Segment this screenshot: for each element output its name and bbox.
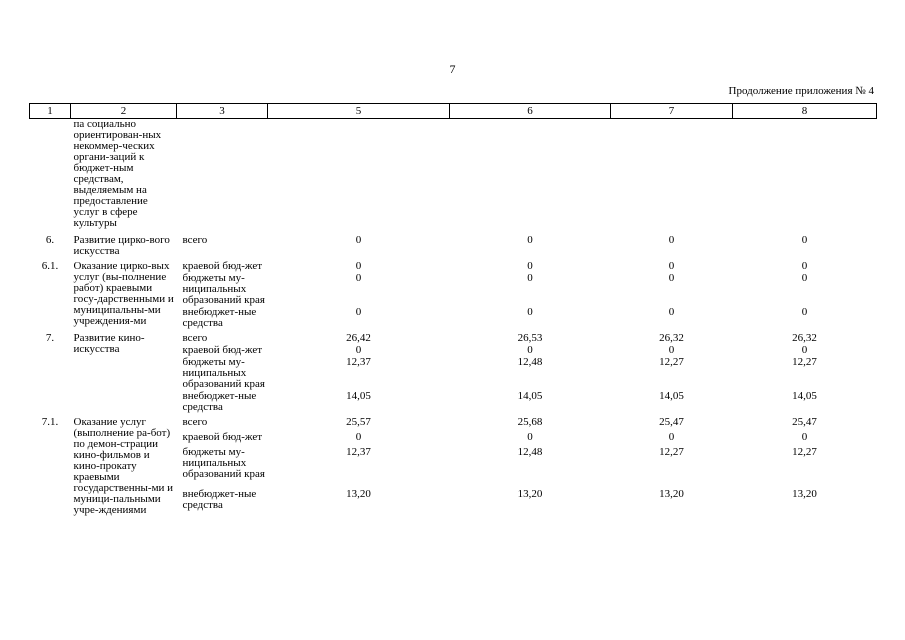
appendix-caption: Продолжение приложения № 4 [728, 85, 874, 97]
value-col6: 0 [527, 272, 533, 284]
value-col5: 12,37 [346, 446, 371, 459]
value-col7 [611, 119, 733, 232]
row-title: Оказание цирко-вых услуг (вы-полнение работ) краевыми госу-дарственными и муниципальны-ми учреждения-ми [73, 260, 174, 327]
value-col7: 0 [668, 272, 675, 284]
funding-source: внебюджет-ные средства [182, 390, 257, 413]
funding-source: всего [182, 234, 208, 246]
value-col5: 14,05 [346, 390, 371, 402]
value-col8: 12,27 [792, 446, 817, 459]
value-col7: 0 [668, 234, 675, 246]
value-col5: 12,37 [346, 356, 371, 368]
value-col8: 0 [801, 431, 808, 444]
funding-source: бюджеты му-ниципальных образований края [182, 356, 265, 390]
value-col8: 0 [801, 306, 808, 318]
value-col6: 0 [527, 431, 533, 444]
funding-source: бюджеты му-ниципальных образований края [182, 446, 265, 481]
value-col6: 13,20 [517, 487, 543, 500]
value-col6: 0 [527, 306, 533, 318]
header-row [30, 104, 877, 119]
col-header-8: 8 [733, 104, 877, 119]
row-number: 6.1. [41, 260, 59, 272]
value-col5: 0 [355, 306, 362, 318]
row-title: Развитие цирко-вого искусства [73, 234, 170, 257]
value-col7: 26,32 [659, 332, 684, 344]
value-col7: 14,05 [659, 390, 684, 402]
value-col8 [733, 119, 877, 232]
value-col8: 0 [801, 272, 808, 284]
col-header-5: 5 [268, 104, 450, 119]
funding-source: всего [182, 416, 208, 428]
value-col8: 0 [801, 344, 808, 356]
table-row [30, 231, 877, 257]
funding-source: бюджеты му-ниципальных образований края [182, 272, 265, 306]
col-header-2: 2 [71, 104, 177, 119]
funding-source: краевой бюд-жет [182, 431, 263, 444]
value-col7: 0 [668, 260, 675, 272]
funding-source: внебюджет-ные средства [182, 487, 257, 511]
value-col8: 25,47 [792, 416, 817, 428]
funding-source: краевой бюд-жет [182, 344, 263, 356]
row-number: 7. [45, 332, 55, 344]
value-col8: 0 [801, 234, 808, 246]
value-col7: 12,27 [659, 356, 684, 368]
budget-table [29, 103, 877, 516]
value-col6: 0 [527, 260, 533, 272]
value-col5: 0 [355, 272, 362, 284]
col-header-3: 3 [177, 104, 268, 119]
page-number: 7 [449, 62, 456, 76]
row-title: Оказание услуг (выполнение ра-бот) по демон-страции кино-фильмов и кино-прокату краевыми государственны-ми и муници-пальными учре-ждениями [73, 416, 174, 516]
value-col6: 26,53 [517, 332, 543, 344]
value-col6: 12,48 [517, 446, 543, 459]
value-col5: 0 [355, 431, 362, 444]
col-header-6: 6 [450, 104, 611, 119]
value-col8: 12,27 [792, 356, 817, 368]
col-header-1: 1 [30, 104, 71, 119]
table-row [30, 257, 877, 272]
value-col6: 0 [527, 344, 533, 356]
value-col5 [268, 119, 450, 232]
row-number: 6. [45, 234, 55, 246]
value-col8: 13,20 [792, 487, 817, 500]
value-col5: 13,20 [346, 487, 371, 500]
value-col6: 25,68 [517, 416, 543, 428]
row-number [30, 119, 71, 232]
value-col5: 25,57 [346, 416, 371, 428]
value-col7: 25,47 [659, 416, 684, 428]
value-col5: 0 [355, 344, 362, 356]
value-col7: 0 [668, 344, 675, 356]
table-row [30, 413, 877, 431]
value-col6: 12,48 [517, 356, 543, 368]
row-title: па социально ориентирован-ных некоммер-ческих органи-заций к бюджет-ным средствам, выделяемым на предоставление услуг в сфере культуры [73, 118, 162, 229]
value-col7: 13,20 [659, 487, 684, 500]
value-col5: 0 [355, 260, 362, 272]
value-col6: 0 [527, 234, 533, 246]
value-col8: 14,05 [792, 390, 817, 402]
value-col7: 0 [668, 306, 675, 318]
funding-source [177, 119, 268, 232]
value-col6: 14,05 [517, 390, 543, 402]
value-col8: 26,32 [792, 332, 817, 344]
funding-source: всего [182, 332, 208, 344]
row-title: Развитие кино-искусства [73, 332, 145, 355]
funding-source: внебюджет-ные средства [182, 306, 257, 329]
table-row [30, 119, 877, 232]
value-col5: 26,42 [346, 332, 371, 344]
value-col5: 0 [355, 234, 362, 246]
col-header-7: 7 [611, 104, 733, 119]
value-col7: 0 [668, 431, 675, 444]
value-col7: 12,27 [659, 446, 684, 459]
value-col6 [450, 119, 611, 232]
value-col8: 0 [801, 260, 808, 272]
row-number: 7.1. [41, 416, 59, 428]
table-row [30, 329, 877, 344]
funding-source: краевой бюд-жет [182, 260, 263, 272]
